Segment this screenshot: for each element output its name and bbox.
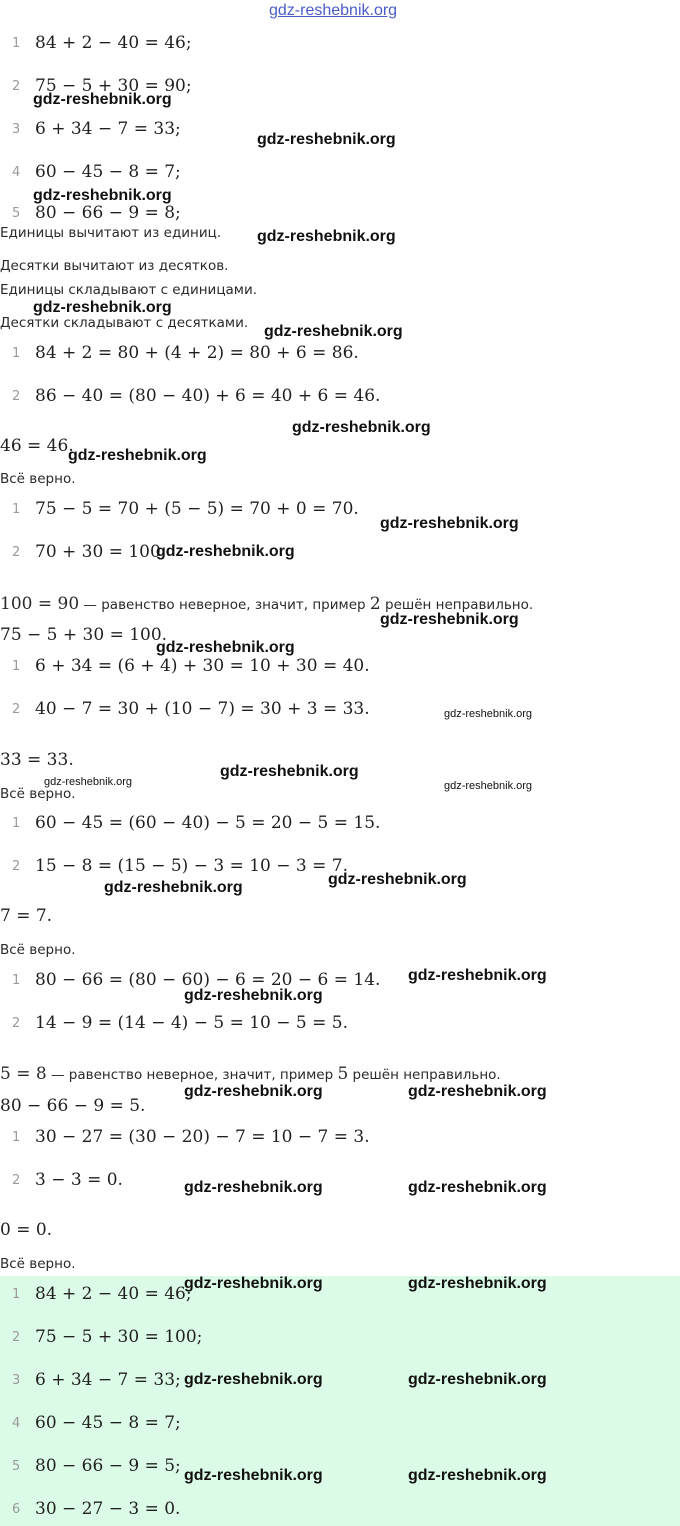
- answer-block-background: [0, 1276, 680, 1526]
- list-number: 4: [12, 165, 21, 180]
- watermark: gdz-reshebnik.org: [156, 543, 295, 560]
- corrected-equation: 80 − 66 − 9 = 5.: [0, 1096, 146, 1116]
- inequality-math: 5 = 8: [0, 1064, 47, 1084]
- equation: 14 − 9 = (14 − 4) − 5 = 10 − 5 = 5.: [35, 1013, 349, 1033]
- equality: 7 = 7.: [0, 906, 53, 926]
- watermark: gdz-reshebnik.org: [408, 1083, 547, 1100]
- watermark: gdz-reshebnik.org: [264, 323, 403, 340]
- watermark: gdz-reshebnik.org: [408, 1275, 547, 1292]
- watermark: gdz-reshebnik.org: [380, 515, 519, 532]
- equation: 30 − 27 = (30 − 20) − 7 = 10 − 7 = 3.: [35, 1127, 370, 1147]
- answer-number: 6: [12, 1502, 21, 1517]
- list-number: 1: [12, 659, 21, 674]
- equation: 80 − 66 − 9 = 8;: [35, 203, 181, 223]
- watermark: gdz-reshebnik.org: [408, 1371, 547, 1388]
- answer-number: 1: [12, 1287, 21, 1302]
- equation: 3 − 3 = 0.: [35, 1170, 123, 1190]
- watermark: gdz-reshebnik.org: [380, 611, 519, 628]
- equation: 70 + 30 = 100.: [35, 542, 167, 562]
- equation: 6 + 34 − 7 = 33;: [35, 119, 181, 139]
- list-number: 1: [12, 816, 21, 831]
- watermark: gdz-reshebnik.org: [257, 131, 396, 148]
- list-number: 2: [12, 1016, 21, 1031]
- equation: 84 + 2 − 40 = 46;: [35, 33, 192, 53]
- rule-text: Единицы вычитают из единиц.: [0, 225, 222, 241]
- watermark: gdz-reshebnik.org: [33, 299, 172, 316]
- list-number: 5: [12, 206, 21, 221]
- equation: 60 − 45 − 8 = 7;: [35, 162, 181, 182]
- equation: 86 − 40 = (80 − 40) + 6 = 40 + 6 = 46.: [35, 386, 381, 406]
- equation: 40 − 7 = 30 + (10 − 7) = 30 + 3 = 33.: [35, 699, 370, 719]
- list-number: 2: [12, 702, 21, 717]
- watermark: gdz-reshebnik.org: [156, 639, 295, 656]
- answer-equation: 75 − 5 + 30 = 100;: [35, 1327, 203, 1347]
- equation: 15 − 8 = (15 − 5) − 3 = 10 − 3 = 7.: [35, 856, 349, 876]
- watermark: gdz-reshebnik.org: [328, 871, 467, 888]
- watermark: gdz-reshebnik.org: [220, 763, 359, 780]
- watermark: gdz-reshebnik.org: [408, 967, 547, 984]
- answer-equation: 80 − 66 − 9 = 5;: [35, 1456, 181, 1476]
- watermark-small: gdz-reshebnik.org: [444, 708, 533, 720]
- watermark: gdz-reshebnik.org: [408, 1467, 547, 1484]
- answer-equation: 30 − 27 − 3 = 0.: [35, 1499, 181, 1519]
- list-number: 1: [12, 1130, 21, 1145]
- equation: 6 + 34 = (6 + 4) + 30 = 10 + 30 = 40.: [35, 656, 370, 676]
- inequality-text-end: решён неправильно.: [380, 597, 534, 613]
- equation: 75 − 5 = 70 + (5 − 5) = 70 + 0 = 70.: [35, 499, 359, 519]
- answer-equation: 60 − 45 − 8 = 7;: [35, 1413, 181, 1433]
- inequality-text: — равенство неверное, значит, пример: [46, 1067, 338, 1083]
- watermark: gdz-reshebnik.org: [292, 419, 431, 436]
- list-number: 1: [12, 36, 21, 51]
- inequality-statement: [0, 1064, 501, 1084]
- answer-equation: 6 + 34 − 7 = 33;: [35, 1370, 181, 1390]
- watermark-top: gdz-reshebnik.org: [269, 2, 398, 19]
- verdict-text: Всё верно.: [0, 1256, 76, 1272]
- watermark: gdz-reshebnik.org: [184, 1371, 323, 1388]
- answer-equation: 84 + 2 − 40 = 46;: [35, 1284, 192, 1304]
- watermark: gdz-reshebnik.org: [184, 1179, 323, 1196]
- watermark: gdz-reshebnik.org: [257, 228, 396, 245]
- inequality-text: — равенство неверное, значит, пример: [79, 597, 370, 613]
- watermark: gdz-reshebnik.org: [33, 187, 172, 204]
- equation: 80 − 66 = (80 − 60) − 6 = 20 − 6 = 14.: [35, 970, 381, 990]
- watermark-small: gdz-reshebnik.org: [44, 776, 133, 788]
- equation: 60 − 45 = (60 − 40) − 5 = 20 − 5 = 15.: [35, 813, 381, 833]
- rule-text: Единицы складывают с единицами.: [0, 282, 258, 298]
- answer-number: 2: [12, 1330, 21, 1345]
- rule-text: Десятки складывают с десятками.: [0, 315, 249, 331]
- watermark: gdz-reshebnik.org: [184, 1467, 323, 1484]
- list-number: 2: [12, 859, 21, 874]
- example-number: 5: [337, 1064, 349, 1084]
- list-number: 2: [12, 79, 21, 94]
- example-number: 2: [369, 594, 381, 614]
- watermark: gdz-reshebnik.org: [68, 447, 207, 464]
- corrected-equation: 75 − 5 + 30 = 100.: [0, 625, 168, 645]
- list-number: 1: [12, 502, 21, 517]
- inequality-math: 100 = 90: [0, 594, 80, 614]
- list-number: 1: [12, 973, 21, 988]
- list-number: 3: [12, 122, 21, 137]
- watermark: gdz-reshebnik.org: [184, 987, 323, 1004]
- verdict-text: Всё верно.: [0, 471, 76, 487]
- list-number: 2: [12, 545, 21, 560]
- watermark: gdz-reshebnik.org: [33, 91, 172, 108]
- equation: 75 − 5 + 30 = 90;: [35, 76, 192, 96]
- watermark: gdz-reshebnik.org: [184, 1275, 323, 1292]
- list-number: 2: [12, 389, 21, 404]
- equality: 0 = 0.: [0, 1220, 53, 1240]
- watermark-small: gdz-reshebnik.org: [444, 780, 533, 792]
- watermark: gdz-reshebnik.org: [184, 1083, 323, 1100]
- answer-number: 3: [12, 1373, 21, 1388]
- inequality-text-end: решён неправильно.: [348, 1067, 501, 1083]
- equality: 46 = 46.: [0, 436, 74, 456]
- answer-number: 5: [12, 1459, 21, 1474]
- answer-number: 4: [12, 1416, 21, 1431]
- watermark: gdz-reshebnik.org: [408, 1179, 547, 1196]
- verdict-text: Всё верно.: [0, 786, 76, 802]
- watermark: gdz-reshebnik.org: [104, 879, 243, 896]
- verdict-text: Всё верно.: [0, 942, 76, 958]
- equality: 33 = 33.: [0, 750, 74, 770]
- list-number: 2: [12, 1173, 21, 1188]
- list-number: 1: [12, 346, 21, 361]
- equation: 84 + 2 = 80 + (4 + 2) = 80 + 6 = 86.: [35, 343, 359, 363]
- rule-text: Десятки вычитают из десятков.: [0, 258, 229, 274]
